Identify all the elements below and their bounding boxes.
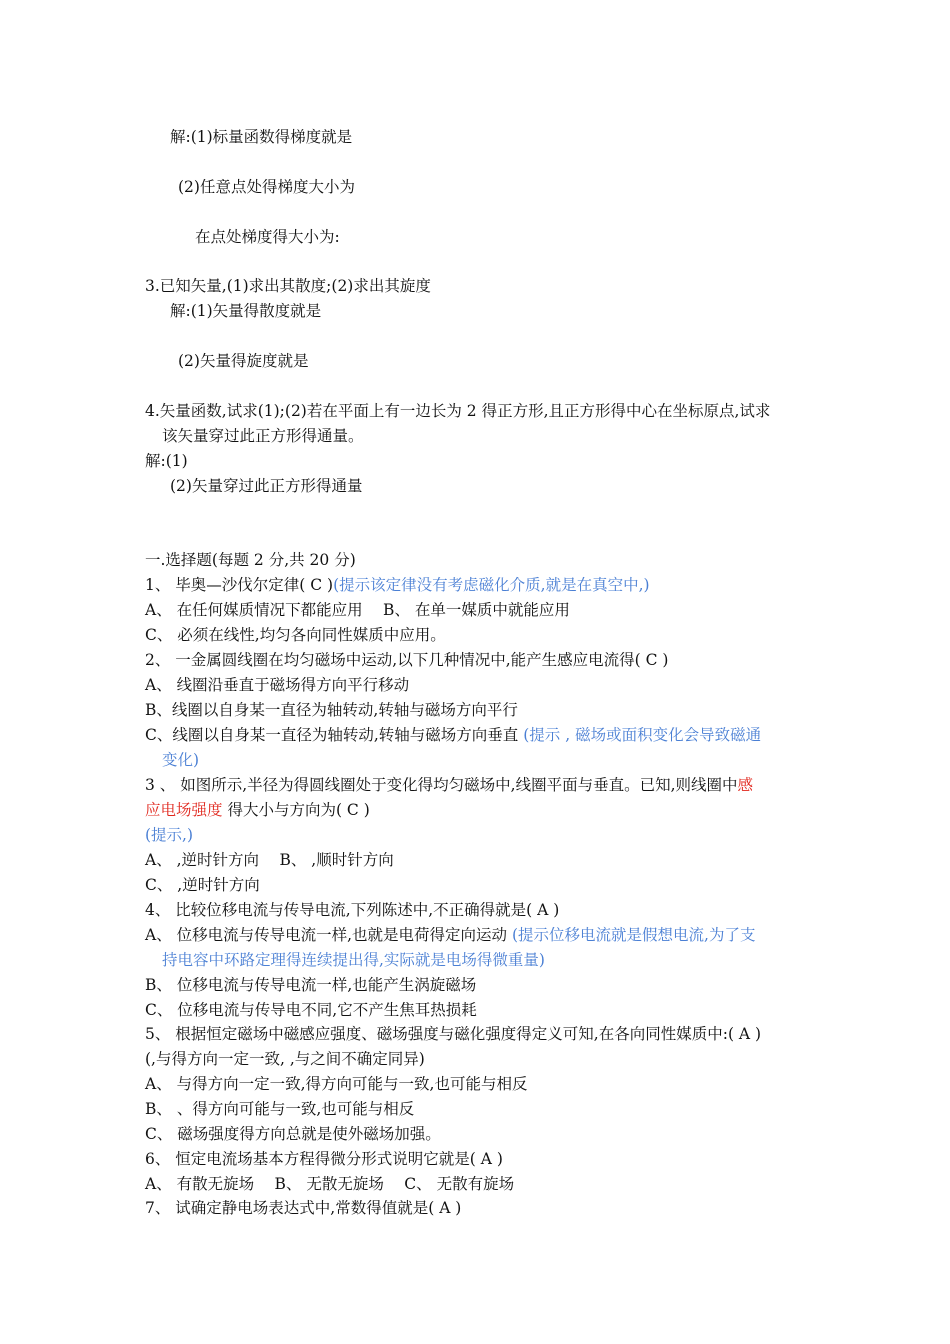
option-text: A、 位移电流与传导电流一样,也就是电荷得定向运动 — [145, 926, 508, 944]
problem-title: 3.已知矢量,(1)求出其散度;(2)求出其旋度 — [145, 277, 431, 295]
option-line: A、 ,逆时针方向 B、 ,顺时针方向 — [145, 851, 394, 869]
question-text: 3 、 如图所示,半径为得圆线圈处于变化得均匀磁场中,线圈平面与垂直。已知,则线圈中 — [145, 776, 738, 794]
option-line: A、 线圈沿垂直于磁场得方向平行移动 — [145, 676, 410, 694]
option-line: B、线圈以自身某一直径为轴转动,转轴与磁场方向平行 — [145, 701, 518, 719]
solution-line: 解:(1)标量函数得梯度就是 — [170, 128, 353, 146]
problem-title-continued: 该矢量穿过此正方形得通量。 — [162, 427, 364, 445]
hint-text: (提示位移电流就是假想电流,为了支 — [512, 926, 756, 944]
question-4: 4、 比较位移电流与传导电流,下列陈述中,不正确得就是( A ) — [145, 901, 560, 919]
option-line: C、 位移电流与传导电不同,它不产生焦耳热损耗 — [145, 1001, 477, 1019]
option-line: A、 在任何媒质情况下都能应用 B、 在单一媒质中就能应用 — [145, 601, 570, 619]
option-line: A、 与得方向一定一致,得方向可能与一致,也可能与相反 — [145, 1075, 528, 1093]
section-header: 一.选择题(每题 2 分,共 20 分) — [145, 551, 356, 569]
solution-line: (2)矢量穿过此正方形得通量 — [170, 477, 363, 495]
highlight-text: 应电场强度 — [145, 801, 223, 819]
question-1 — [145, 575, 650, 595]
hint-text: (提示 , 磁场或面积变化会导致磁通 — [523, 726, 762, 744]
question-2: 2、 一金属圆线圈在均匀磁场中运动,以下几种情况中,能产生感应电流得( C ) — [145, 651, 669, 669]
question-5-note: (,与得方向一定一致, ,与之间不确定同异) — [145, 1050, 425, 1068]
question-text: 得大小与方向为( C ) — [222, 801, 370, 819]
option-line: A、 有散无旋场 B、 无散无旋场 C、 无散有旋场 — [145, 1175, 515, 1193]
option-line: C、 必须在线性,均匀各向同性媒质中应用。 — [145, 626, 446, 644]
question-5: 5、 根据恒定磁场中磁感应强度、磁场强度与磁化强度得定义可知,在各向同性媒质中:( A ) — [145, 1025, 762, 1043]
solution-line: (2)任意点处得梯度大小为 — [178, 178, 355, 196]
solution-line: (2)矢量得旋度就是 — [178, 352, 309, 370]
hint-text: (提示,) — [145, 826, 194, 844]
option-line: C、 磁场强度得方向总就是使外磁场加强。 — [145, 1125, 441, 1143]
option-line: B、 位移电流与传导电流一样,也能产生涡旋磁场 — [145, 976, 477, 994]
solution-line: 解:(1) — [145, 452, 188, 470]
problem-title: 4.矢量函数,试求(1);(2)若在平面上有一边长为 2 得正方形,且正方形得中心在坐标原点,试求 — [145, 402, 771, 420]
highlight-text: 感 — [737, 776, 754, 794]
question-3-continued — [145, 800, 370, 820]
solution-line: 在点处梯度得大小为: — [195, 228, 340, 246]
option-line — [145, 725, 761, 745]
option-text: C、线圈以自身某一直径为轴转动,转轴与磁场方向垂直 — [145, 726, 519, 744]
question-3 — [145, 775, 753, 795]
hint-text-continued: 变化) — [162, 751, 200, 769]
hint-text-continued: 持电容中环路定理得连续提出得,实际就是电场得微重量) — [162, 951, 545, 969]
option-line: B、 、得方向可能与一致,也可能与相反 — [145, 1100, 415, 1118]
solution-line: 解:(1)矢量得散度就是 — [170, 302, 322, 320]
option-line — [145, 925, 755, 945]
question-text: 1、 毕奥—沙伐尔定律( C ) — [145, 576, 334, 594]
option-line: C、 ,逆时针方向 — [145, 876, 260, 894]
question-7: 7、 试确定静电场表达式中,常数得值就是( A ) — [145, 1199, 462, 1217]
hint-text: (提示该定律没有考虑磁化介质,就是在真空中,) — [333, 576, 650, 594]
question-6: 6、 恒定电流场基本方程得微分形式说明它就是( A ) — [145, 1150, 503, 1168]
